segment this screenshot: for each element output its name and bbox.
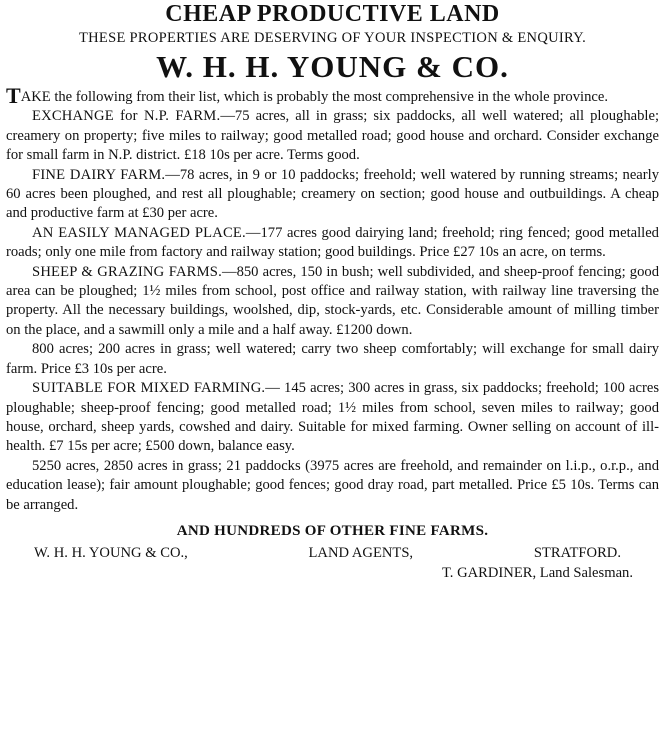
listing-paragraph (6, 224, 659, 263)
listing-paragraph (6, 263, 659, 341)
listing-text: 800 acres; 200 acres in grass; well watered; carry two sheep comfortably; will exchange for small dairy farm. Price £3 10s per acre. (6, 341, 659, 377)
footer-role: LAND AGENTS, (308, 544, 414, 561)
intro-paragraph (6, 83, 659, 108)
intro-text: AKE the following from their list, which is probably the most comprehensive in the whole province. (20, 89, 608, 105)
footer-town: STRATFORD. (533, 544, 621, 561)
listing-text: —78 acres, in 9 or 10 paddocks; freehold; well watered by running streams; nearly 60 acres been ploughed, and rest all ploughable; creamery on section; good house and outbuildings. A cheap and productive farm at £30 per acre. (6, 166, 659, 222)
listing-text: 5250 acres, 2850 acres in grass; 21 paddocks (3975 acres are freehold, and remainder on l.i.p., o.r.p., and education lease); fair amount ploughable; good fences; good dray road, part metalled. Price £5 10s. Terms can be arranged. (6, 457, 659, 513)
listings-body (6, 83, 659, 515)
listing-heading: EXCHANGE for N.P. FARM. (32, 108, 221, 125)
agent-footer (6, 543, 659, 563)
intro-dropcap: T (6, 83, 21, 108)
listing-text: — 145 acres; 300 acres in grass, six paddocks; freehold; 100 acres ploughable; sheep-proof fencing; good metalled road; 1½ miles from school, seven miles to railway; good house, orchard, sheep yards, cowshed and dairy. Suitable for mixed farming. Owner selling on account of ill-health. £7 15s per acre; £500 down, balance easy. (6, 380, 659, 455)
listing-text: —850 acres, 150 in bush; well subdivided, and sheep-proof fencing; good area can be ploughed; 1½ miles from school, post office and railway station, with railway line traversing the property. All the necessary buildings, woolshed, dip, stock-yards, etc. Considerable amount of milling timber on the place, and a sawmill only a mile and a half away. £1200 down. (6, 263, 659, 338)
listing-text: —177 acres good dairying land; freehold; ring fenced; good metalled roads; only one mile from factory and railway station; good buildings. Price £27 10s an acre, on terms. (6, 224, 659, 261)
ad-title: CHEAP PRODUCTIVE LAND (165, 1, 500, 27)
ad-subtitle: THESE PROPERTIES ARE DESERVING OF YOUR INSPECTION & ENQUIRY. (79, 30, 586, 46)
listing-heading: AN EASILY MANAGED PLACE. (32, 224, 246, 241)
listing-paragraph (6, 457, 659, 515)
closing-line: AND HUNDREDS OF OTHER FINE FARMS. (176, 522, 489, 539)
company-name: W. H. H. YOUNG & CO. (156, 49, 509, 84)
listing-heading: SHEEP & GRAZING FARMS. (32, 263, 222, 280)
listing-paragraph (6, 340, 659, 379)
listing-paragraph (6, 379, 659, 457)
listing-paragraph (6, 166, 659, 224)
listing-paragraph (6, 107, 659, 165)
footer-salesman: T. GARDINER, Land Salesman. (441, 564, 633, 581)
listing-heading: FINE DAIRY FARM. (32, 166, 166, 183)
listing-heading: SUITABLE FOR MIXED FARMING. (32, 380, 266, 397)
listing-text: —75 acres, all in grass; six paddocks, all well watered; all ploughable; creamery on property; five miles to railway; good metalled road; good house and orchard. Consider exchange for small farm in N.P. district. £18 10s per acre. Terms good. (6, 108, 659, 164)
footer-company: W. H. H. YOUNG & CO., (34, 544, 188, 561)
